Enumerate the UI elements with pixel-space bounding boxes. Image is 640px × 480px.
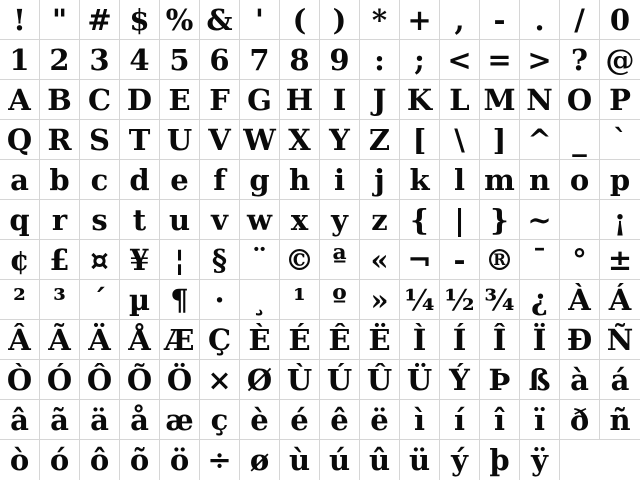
glyph-cell[interactable]: o	[560, 160, 600, 200]
glyph-cell[interactable]: ,	[440, 0, 480, 40]
glyph-cell[interactable]: ¤	[80, 240, 120, 280]
glyph-cell[interactable]: Ü	[400, 360, 440, 400]
glyph-cell[interactable]: Â	[0, 320, 40, 360]
glyph-cell[interactable]: ³	[40, 280, 80, 320]
glyph-cell[interactable]: ~	[520, 200, 560, 240]
glyph-cell[interactable]: þ	[480, 440, 520, 480]
glyph-cell[interactable]: É	[280, 320, 320, 360]
glyph-cell[interactable]: ¿	[520, 280, 560, 320]
glyph-cell[interactable]: F	[200, 80, 240, 120]
glyph-cell[interactable]: ã	[40, 400, 80, 440]
glyph-cell[interactable]: #	[80, 0, 120, 40]
glyph-cell[interactable]: î	[480, 400, 520, 440]
glyph-cell[interactable]: ½	[440, 280, 480, 320]
glyph-cell[interactable]: *	[360, 0, 400, 40]
glyph-cell[interactable]: -	[480, 0, 520, 40]
glyph-cell[interactable]: ý	[440, 440, 480, 480]
glyph-cell[interactable]: c	[80, 160, 120, 200]
glyph-cell[interactable]: S	[80, 120, 120, 160]
glyph-cell[interactable]: ÷	[200, 440, 240, 480]
glyph-cell[interactable]: (	[280, 0, 320, 40]
glyph-cell[interactable]: g	[240, 160, 280, 200]
glyph-cell[interactable]: D	[120, 80, 160, 120]
glyph-cell[interactable]: i	[320, 160, 360, 200]
glyph-cell[interactable]: ß	[520, 360, 560, 400]
glyph-cell[interactable]: ;	[400, 40, 440, 80]
glyph-cell[interactable]: ¦	[160, 240, 200, 280]
glyph-cell[interactable]: ú	[320, 440, 360, 480]
empty-area	[560, 440, 600, 480]
glyph-cell[interactable]: |	[440, 200, 480, 240]
glyph-cell[interactable]: Q	[0, 120, 40, 160]
glyph-cell[interactable]: Ã	[40, 320, 80, 360]
glyph-cell[interactable]: C	[80, 80, 120, 120]
glyph-cell[interactable]: í	[440, 400, 480, 440]
glyph-cell[interactable]: £	[40, 240, 80, 280]
glyph-cell[interactable]: R	[40, 120, 80, 160]
glyph-cell[interactable]: u	[160, 200, 200, 240]
glyph-cell[interactable]: N	[520, 80, 560, 120]
glyph-cell[interactable]: e	[160, 160, 200, 200]
glyph-cell[interactable]: 1	[0, 40, 40, 80]
glyph-cell[interactable]: ®	[480, 240, 520, 280]
glyph-cell[interactable]: ï	[520, 400, 560, 440]
glyph-cell[interactable]: H	[280, 80, 320, 120]
glyph-cell[interactable]: }	[480, 200, 520, 240]
glyph-cell[interactable]: æ	[160, 400, 200, 440]
glyph-cell[interactable]: 0	[600, 0, 640, 40]
glyph-cell[interactable]: 6	[200, 40, 240, 80]
glyph-cell[interactable]: »	[360, 280, 400, 320]
glyph-cell[interactable]: U	[160, 120, 200, 160]
glyph-cell[interactable]: Ó	[40, 360, 80, 400]
glyph-cell[interactable]: Û	[360, 360, 400, 400]
glyph-cell[interactable]: à	[560, 360, 600, 400]
glyph-cell[interactable]: =	[480, 40, 520, 80]
glyph-cell[interactable]: X	[280, 120, 320, 160]
glyph-cell[interactable]: /	[560, 0, 600, 40]
glyph-cell[interactable]: m	[480, 160, 520, 200]
glyph-cell[interactable]: ¡	[600, 200, 640, 240]
glyph-cell[interactable]: s	[80, 200, 120, 240]
glyph-cell[interactable]: d	[120, 160, 160, 200]
glyph-cell[interactable]: À	[560, 280, 600, 320]
glyph-cell[interactable]: .	[520, 0, 560, 40]
glyph-cell[interactable]: å	[120, 400, 160, 440]
glyph-cell[interactable]: 7	[240, 40, 280, 80]
glyph-cell[interactable]: ¯	[520, 240, 560, 280]
glyph-cell[interactable]: 9	[320, 40, 360, 80]
glyph-cell[interactable]: Ý	[440, 360, 480, 400]
glyph-cell[interactable]: \	[440, 120, 480, 160]
glyph-cell[interactable]: ä	[80, 400, 120, 440]
glyph-cell[interactable]: Ê	[320, 320, 360, 360]
glyph-cell[interactable]: ó	[40, 440, 80, 480]
glyph-cell[interactable]: ô	[80, 440, 120, 480]
glyph-cell[interactable]: è	[240, 400, 280, 440]
glyph-cell[interactable]: ü	[400, 440, 440, 480]
glyph-cell[interactable]: Ë	[360, 320, 400, 360]
glyph-cell[interactable]: I	[320, 80, 360, 120]
glyph-cell[interactable]: ¢	[0, 240, 40, 280]
glyph-cell[interactable]: O	[560, 80, 600, 120]
glyph-cell[interactable]: B	[40, 80, 80, 120]
glyph-cell[interactable]: ¾	[480, 280, 520, 320]
glyph-cell[interactable]: Ú	[320, 360, 360, 400]
glyph-cell[interactable]: â	[0, 400, 40, 440]
glyph-cell[interactable]: Þ	[480, 360, 520, 400]
glyph-cell[interactable]: E	[160, 80, 200, 120]
glyph-cell[interactable]: '	[240, 0, 280, 40]
glyph-cell[interactable]: Á	[600, 280, 640, 320]
glyph-cell[interactable]: ¹	[280, 280, 320, 320]
glyph-cell[interactable]: á	[600, 360, 640, 400]
glyph-cell[interactable]: Æ	[160, 320, 200, 360]
glyph-cell-blank	[560, 200, 600, 240]
glyph-cell[interactable]: º	[320, 280, 360, 320]
glyph-cell[interactable]: ¶	[160, 280, 200, 320]
glyph-cell[interactable]: ¥	[120, 240, 160, 280]
glyph-cell[interactable]: ñ	[600, 400, 640, 440]
glyph-cell[interactable]: 4	[120, 40, 160, 80]
glyph-cell[interactable]: q	[0, 200, 40, 240]
glyph-cell[interactable]: z	[360, 200, 400, 240]
glyph-cell[interactable]: b	[40, 160, 80, 200]
glyph-cell[interactable]: 3	[80, 40, 120, 80]
glyph-cell[interactable]: Ç	[200, 320, 240, 360]
glyph-cell[interactable]: f	[200, 160, 240, 200]
glyph-cell[interactable]: ¨	[240, 240, 280, 280]
glyph-cell[interactable]: p	[600, 160, 640, 200]
empty-area	[600, 440, 640, 480]
glyph-cell[interactable]: ¬	[400, 240, 440, 280]
glyph-cell[interactable]: Î	[480, 320, 520, 360]
glyph-cell[interactable]: µ	[120, 280, 160, 320]
glyph-cell[interactable]: Z	[360, 120, 400, 160]
glyph-cell[interactable]: "	[40, 0, 80, 40]
glyph-cell[interactable]: û	[360, 440, 400, 480]
glyph-cell[interactable]: V	[200, 120, 240, 160]
glyph-cell[interactable]: -	[440, 240, 480, 280]
glyph-cell[interactable]: K	[400, 80, 440, 120]
glyph-cell[interactable]: ´	[80, 280, 120, 320]
glyph-cell[interactable]: ö	[160, 440, 200, 480]
glyph-cell[interactable]: ©	[280, 240, 320, 280]
glyph-cell[interactable]: y	[320, 200, 360, 240]
glyph-cell[interactable]: [	[400, 120, 440, 160]
glyph-cell[interactable]: ?	[560, 40, 600, 80]
glyph-cell[interactable]: ì	[400, 400, 440, 440]
glyph-cell[interactable]: !	[0, 0, 40, 40]
glyph-cell[interactable]: &	[200, 0, 240, 40]
glyph-cell[interactable]: +	[400, 0, 440, 40]
glyph-cell[interactable]: «	[360, 240, 400, 280]
glyph-cell[interactable]: r	[40, 200, 80, 240]
glyph-cell[interactable]: ë	[360, 400, 400, 440]
glyph-cell[interactable]: M	[480, 80, 520, 120]
glyph-cell[interactable]: ª	[320, 240, 360, 280]
glyph-cell[interactable]: `	[600, 120, 640, 160]
glyph-cell[interactable]: °	[560, 240, 600, 280]
glyph-cell[interactable]: ð	[560, 400, 600, 440]
glyph-cell[interactable]: Ô	[80, 360, 120, 400]
glyph-cell[interactable]: h	[280, 160, 320, 200]
glyph-cell[interactable]: ×	[200, 360, 240, 400]
glyph-cell[interactable]: Ö	[160, 360, 200, 400]
glyph-cell[interactable]: k	[400, 160, 440, 200]
glyph-cell[interactable]: Å	[120, 320, 160, 360]
glyph-cell[interactable]: $	[120, 0, 160, 40]
glyph-cell[interactable]: Ï	[520, 320, 560, 360]
glyph-cell[interactable]: 5	[160, 40, 200, 80]
glyph-cell[interactable]: Ð	[560, 320, 600, 360]
glyph-cell[interactable]: w	[240, 200, 280, 240]
glyph-cell[interactable]: ]	[480, 120, 520, 160]
glyph-cell[interactable]: 8	[280, 40, 320, 80]
glyph-cell[interactable]: P	[600, 80, 640, 120]
glyph-cell[interactable]: Ì	[400, 320, 440, 360]
glyph-cell[interactable]: %	[160, 0, 200, 40]
glyph-cell[interactable]: ò	[0, 440, 40, 480]
glyph-cell[interactable]: ±	[600, 240, 640, 280]
glyph-cell[interactable]: v	[200, 200, 240, 240]
glyph-cell[interactable]: ^	[520, 120, 560, 160]
glyph-cell[interactable]: ²	[0, 280, 40, 320]
glyph-cell[interactable]: >	[520, 40, 560, 80]
glyph-cell[interactable]: j	[360, 160, 400, 200]
glyph-cell[interactable]: õ	[120, 440, 160, 480]
glyph-cell[interactable]: T	[120, 120, 160, 160]
glyph-cell[interactable]: ¼	[400, 280, 440, 320]
glyph-cell[interactable]: ç	[200, 400, 240, 440]
glyph-cell[interactable]: Ò	[0, 360, 40, 400]
glyph-cell[interactable]: Ä	[80, 320, 120, 360]
glyph-cell[interactable]: x	[280, 200, 320, 240]
glyph-cell[interactable]: §	[200, 240, 240, 280]
glyph-cell[interactable]: 2	[40, 40, 80, 80]
glyph-cell[interactable]: {	[400, 200, 440, 240]
glyph-cell[interactable]: )	[320, 0, 360, 40]
glyph-cell[interactable]: Ñ	[600, 320, 640, 360]
glyph-cell[interactable]: <	[440, 40, 480, 80]
glyph-cell[interactable]: :	[360, 40, 400, 80]
glyph-cell[interactable]: ¸	[240, 280, 280, 320]
glyph-cell[interactable]: ê	[320, 400, 360, 440]
glyph-cell[interactable]: Y	[320, 120, 360, 160]
glyph-cell[interactable]: G	[240, 80, 280, 120]
glyph-cell[interactable]: Ø	[240, 360, 280, 400]
glyph-cell[interactable]: ù	[280, 440, 320, 480]
glyph-cell[interactable]: A	[0, 80, 40, 120]
glyph-cell[interactable]: l	[440, 160, 480, 200]
glyph-cell[interactable]: _	[560, 120, 600, 160]
glyph-cell[interactable]: é	[280, 400, 320, 440]
glyph-cell[interactable]: Ù	[280, 360, 320, 400]
glyph-cell[interactable]: Õ	[120, 360, 160, 400]
glyph-cell[interactable]: a	[0, 160, 40, 200]
glyph-cell[interactable]: n	[520, 160, 560, 200]
glyph-cell[interactable]: L	[440, 80, 480, 120]
glyph-cell[interactable]: ·	[200, 280, 240, 320]
glyph-cell[interactable]: Í	[440, 320, 480, 360]
glyph-cell[interactable]: t	[120, 200, 160, 240]
glyph-cell[interactable]: ø	[240, 440, 280, 480]
glyph-cell[interactable]: W	[240, 120, 280, 160]
glyph-cell[interactable]: ÿ	[520, 440, 560, 480]
glyph-cell[interactable]: @	[600, 40, 640, 80]
glyph-cell[interactable]: È	[240, 320, 280, 360]
glyph-cell[interactable]: J	[360, 80, 400, 120]
